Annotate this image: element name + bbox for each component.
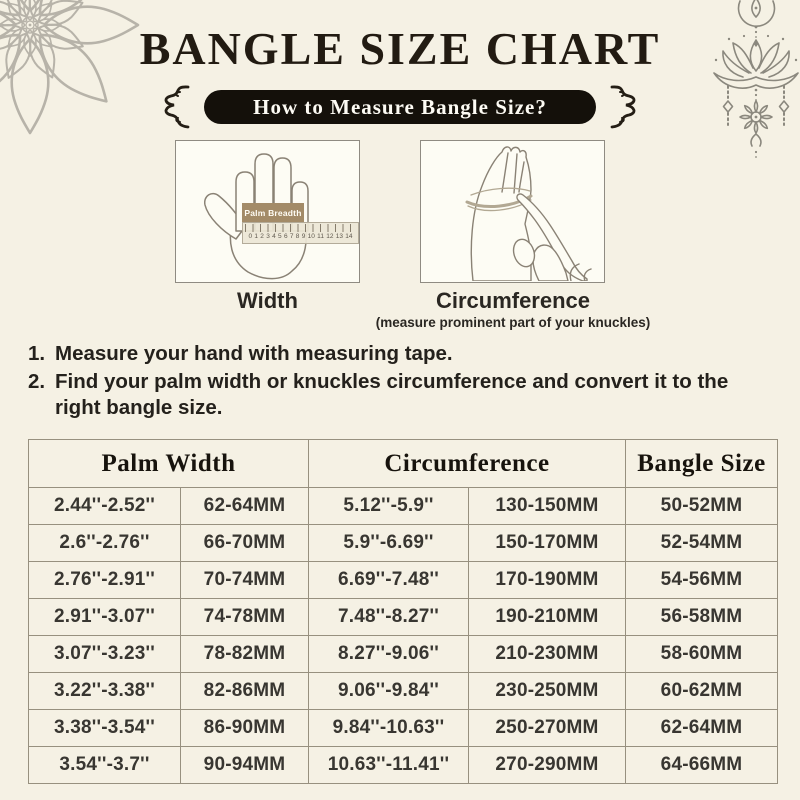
circumference-mm: 130-150MM xyxy=(469,488,626,525)
circumference-mm: 230-250MM xyxy=(469,673,626,710)
ruler xyxy=(242,222,359,244)
hand-with-tape-drawing xyxy=(421,141,603,281)
circumference-mm: 150-170MM xyxy=(469,525,626,562)
table-row xyxy=(29,599,778,636)
circumference-in: 5.9''-6.69'' xyxy=(309,525,469,562)
table-row xyxy=(29,525,778,562)
palm-width-mm: 82-86MM xyxy=(181,673,309,710)
ruler-ticks xyxy=(245,224,356,232)
circumference-in: 9.06''-9.84'' xyxy=(309,673,469,710)
bangle-size: 60-62MM xyxy=(626,673,778,710)
flourish-left-icon xyxy=(160,84,191,130)
instruction-item xyxy=(28,341,778,367)
circumference-in: 5.12''-5.9'' xyxy=(309,488,469,525)
palm-breadth-label: Palm Breadth xyxy=(242,203,304,222)
palm-width-mm: 90-94MM xyxy=(181,747,309,784)
how-to-measure-badge-row xyxy=(0,84,800,130)
table-header-row xyxy=(29,440,778,488)
instruction-text: Find your palm width or knuckles circumference and convert it to the right bangle size. xyxy=(55,370,729,419)
circumference-in: 8.27''-9.06'' xyxy=(309,636,469,673)
header-circumference: Circumference xyxy=(309,440,626,488)
circumference-in: 9.84''-10.63'' xyxy=(309,710,469,747)
table-row xyxy=(29,747,778,784)
palm-width-in: 2.6''-2.76'' xyxy=(29,525,181,562)
bangle-size: 52-54MM xyxy=(626,525,778,562)
circumference-caption-text: Circumference xyxy=(435,288,591,313)
ruler-numbers: 0 1 2 3 4 5 6 7 8 9 10 11 12 13 14 xyxy=(248,233,353,240)
instruction-number: 2. xyxy=(28,370,46,393)
palm-width-mm: 62-64MM xyxy=(181,488,309,525)
circumference-in: 10.63''-11.41'' xyxy=(309,747,469,784)
bangle-size: 58-60MM xyxy=(626,636,778,673)
width-measure-illustration xyxy=(175,140,360,283)
bangle-size: 56-58MM xyxy=(626,599,778,636)
instruction-number: 1. xyxy=(28,342,46,365)
palm-width-mm: 78-82MM xyxy=(181,636,309,673)
bangle-size-table xyxy=(28,439,778,784)
circumference-mm: 250-270MM xyxy=(469,710,626,747)
palm-width-mm: 66-70MM xyxy=(181,525,309,562)
header-bangle-size: Bangle Size xyxy=(626,440,778,488)
table-row xyxy=(29,673,778,710)
palm-width-in: 2.91''-3.07'' xyxy=(29,599,181,636)
page-title: BANGLE SIZE CHART xyxy=(139,23,661,74)
palm-width-in: 3.54''-3.7'' xyxy=(29,747,181,784)
width-caption-text: Width xyxy=(237,288,298,313)
circumference-mm: 190-210MM xyxy=(469,599,626,636)
circumference-mm: 170-190MM xyxy=(469,562,626,599)
circumference-in: 6.69''-7.48'' xyxy=(309,562,469,599)
table-row xyxy=(29,636,778,673)
palm-width-in: 3.07''-3.23'' xyxy=(29,636,181,673)
circumference-mm: 270-290MM xyxy=(469,747,626,784)
bangle-size: 64-66MM xyxy=(626,747,778,784)
palm-width-mm: 86-90MM xyxy=(181,710,309,747)
palm-width-in: 2.76''-2.91'' xyxy=(29,562,181,599)
instruction-text: Measure your hand with measuring tape. xyxy=(55,342,453,365)
palm-width-in: 3.38''-3.54'' xyxy=(29,710,181,747)
table-row xyxy=(29,562,778,599)
circumference-mm: 210-230MM xyxy=(469,636,626,673)
bangle-size: 54-56MM xyxy=(626,562,778,599)
palm-width-mm: 70-74MM xyxy=(181,562,309,599)
circumference-caption xyxy=(330,289,696,330)
palm-width-mm: 74-78MM xyxy=(181,599,309,636)
how-to-measure-badge: How to Measure Bangle Size? xyxy=(204,90,596,124)
table-row xyxy=(29,710,778,747)
circumference-measure-illustration xyxy=(420,140,605,283)
palm-width-in: 3.22''-3.38'' xyxy=(29,673,181,710)
instruction-item xyxy=(28,369,778,421)
bangle-size: 50-52MM xyxy=(626,488,778,525)
table-row xyxy=(29,488,778,525)
instructions xyxy=(28,341,778,423)
flourish-right-icon xyxy=(609,84,640,130)
circumference-caption-note: (measure prominent part of your knuckles) xyxy=(375,315,651,330)
bangle-size: 62-64MM xyxy=(626,710,778,747)
circumference-in: 7.48''-8.27'' xyxy=(309,599,469,636)
header-palm-width: Palm Width xyxy=(29,440,309,488)
palm-width-in: 2.44''-2.52'' xyxy=(29,488,181,525)
